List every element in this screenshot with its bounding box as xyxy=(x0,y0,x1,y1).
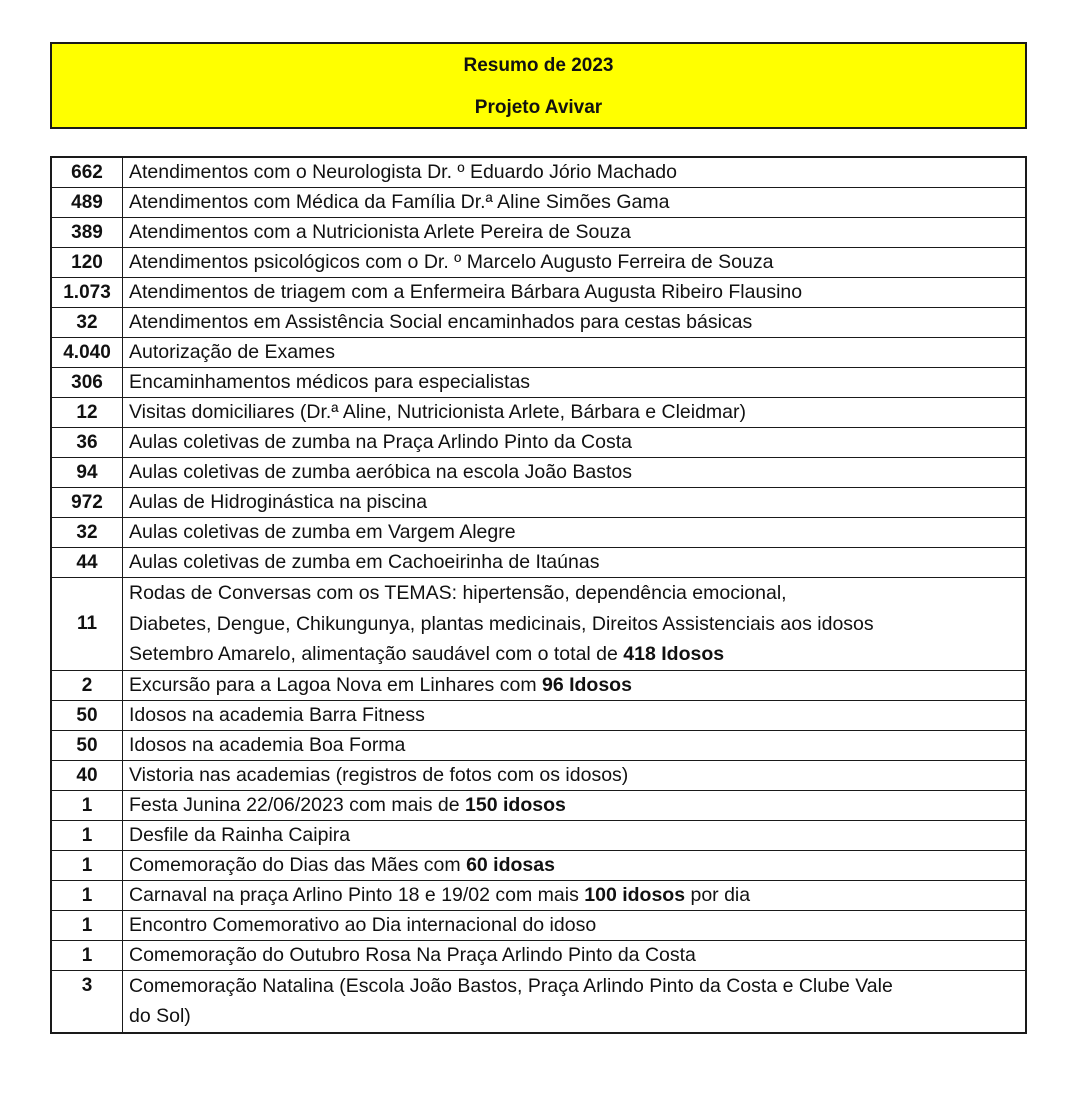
table-row xyxy=(51,218,1026,248)
highlight-text: 100 idosos xyxy=(584,883,686,906)
table-row xyxy=(51,518,1026,548)
table-row xyxy=(51,578,1026,671)
row-description xyxy=(123,850,1027,880)
description-text: Idosos na academia Barra Fitness xyxy=(129,703,425,726)
row-description xyxy=(123,368,1027,398)
row-count: 32 xyxy=(51,518,123,548)
table-row xyxy=(51,398,1026,428)
row-count: 44 xyxy=(51,548,123,578)
table-row xyxy=(51,970,1026,1033)
row-description xyxy=(123,338,1027,368)
row-count: 40 xyxy=(51,760,123,790)
row-description xyxy=(123,458,1027,488)
row-count: 306 xyxy=(51,368,123,398)
table-row xyxy=(51,278,1026,308)
table-row xyxy=(51,700,1026,730)
row-description xyxy=(123,188,1027,218)
description-text: Aulas coletivas de zumba em Cachoeirinha de Itaúnas xyxy=(129,551,600,573)
table-row xyxy=(51,760,1026,790)
row-description xyxy=(123,157,1027,188)
description-text: Desfile da Rainha Caipira xyxy=(129,823,351,846)
table-row xyxy=(51,790,1026,820)
highlight-text: 418 Idosos xyxy=(623,643,725,665)
table-row xyxy=(51,910,1026,940)
description-text: por dia xyxy=(685,883,751,906)
row-description xyxy=(123,278,1027,308)
row-count: 1 xyxy=(51,910,123,940)
row-description xyxy=(123,248,1027,278)
row-description xyxy=(123,578,1027,671)
description-text: Vistoria nas academias (registros de fotos com os idosos) xyxy=(129,763,629,786)
row-count: 12 xyxy=(51,398,123,428)
table-row xyxy=(51,488,1026,518)
description-text: do Sol) xyxy=(129,1005,191,1027)
highlight-text: 96 Idosos xyxy=(541,673,632,696)
row-description xyxy=(123,218,1027,248)
summary-table-body xyxy=(51,157,1026,1033)
description-line xyxy=(129,609,1025,640)
row-count: 94 xyxy=(51,458,123,488)
description-text: Setembro Amarelo, alimentação saudável com o total de xyxy=(129,643,624,665)
description-text: Atendimentos com Médica da Família Dr.ª Aline Simões Gama xyxy=(129,191,670,213)
row-count: 3 xyxy=(51,970,123,1033)
description-text: Visitas domiciliares (Dr.ª Aline, Nutricionista Arlete, Bárbara e Cleidmar) xyxy=(129,401,747,423)
row-description xyxy=(123,308,1027,338)
row-description xyxy=(123,670,1027,700)
row-count: 972 xyxy=(51,488,123,518)
table-row xyxy=(51,820,1026,850)
row-description xyxy=(123,820,1027,850)
table-row xyxy=(51,850,1026,880)
row-description xyxy=(123,398,1027,428)
row-count: 389 xyxy=(51,218,123,248)
description-text: Idosos na academia Boa Forma xyxy=(129,733,406,756)
table-row xyxy=(51,548,1026,578)
description-text: Encaminhamentos médicos para especialistas xyxy=(129,371,531,393)
description-text: Carnaval na praça Arlino Pinto 18 e 19/02 com mais xyxy=(129,883,585,906)
description-text: Aulas coletivas de zumba em Vargem Alegre xyxy=(129,521,516,543)
description-text: Festa Junina 22/06/2023 com mais de xyxy=(129,793,466,816)
title-banner xyxy=(50,42,1027,129)
description-text: Atendimentos em Assistência Social encaminhados para cestas básicas xyxy=(129,311,753,333)
description-line xyxy=(129,1001,1025,1032)
row-description xyxy=(123,760,1027,790)
row-count: 120 xyxy=(51,248,123,278)
row-description xyxy=(123,700,1027,730)
row-description xyxy=(123,488,1027,518)
description-text: Aulas coletivas de zumba aeróbica na escola João Bastos xyxy=(129,461,632,483)
row-count: 4.040 xyxy=(51,338,123,368)
highlight-text: 60 idosas xyxy=(466,853,555,876)
row-count: 1 xyxy=(51,820,123,850)
table-row xyxy=(51,940,1026,970)
description-line xyxy=(129,578,1025,609)
table-row xyxy=(51,308,1026,338)
row-description xyxy=(123,940,1027,970)
table-row xyxy=(51,188,1026,218)
summary-table xyxy=(50,156,1027,1034)
description-text: Aulas de Hidroginástica na piscina xyxy=(129,491,428,513)
description-line xyxy=(129,971,1025,1002)
table-row xyxy=(51,458,1026,488)
description-text: Diabetes, Dengue, Chikungunya, plantas medicinais, Direitos Assistenciais aos idosos xyxy=(129,612,874,635)
description-text: Aulas coletivas de zumba na Praça Arlindo Pinto da Costa xyxy=(129,431,632,453)
row-count: 489 xyxy=(51,188,123,218)
row-count: 1 xyxy=(51,850,123,880)
table-row xyxy=(51,428,1026,458)
row-description xyxy=(123,518,1027,548)
row-description xyxy=(123,790,1027,820)
row-description xyxy=(123,730,1027,760)
row-description xyxy=(123,548,1027,578)
description-text: Comemoração Natalina (Escola João Bastos, Praça Arlindo Pinto da Costa e Clube Vale xyxy=(129,974,893,997)
description-text: Comemoração do Outubro Rosa Na Praça Arlindo Pinto da Costa xyxy=(129,943,696,966)
row-count: 32 xyxy=(51,308,123,338)
description-text: Rodas de Conversas com os TEMAS: hipertensão, dependência emocional, xyxy=(129,582,787,604)
description-text: Encontro Comemorativo ao Dia internacional do idoso xyxy=(129,913,597,936)
row-count: 50 xyxy=(51,700,123,730)
document-subtitle: Projeto Avivar xyxy=(474,97,603,118)
row-count: 1 xyxy=(51,940,123,970)
description-text: Atendimentos com o Neurologista Dr. º Eduardo Jório Machado xyxy=(129,161,677,183)
table-row xyxy=(51,730,1026,760)
description-text: Comemoração do Dias das Mães com xyxy=(129,853,467,876)
highlight-text: 150 idosos xyxy=(465,793,566,816)
row-description xyxy=(123,880,1027,910)
row-description xyxy=(123,970,1027,1033)
description-text: Atendimentos de triagem com a Enfermeira Bárbara Augusta Ribeiro Flausino xyxy=(129,281,803,303)
row-count: 1 xyxy=(51,790,123,820)
description-text: Excursão para a Lagoa Nova em Linhares com xyxy=(129,673,542,696)
row-count: 1.073 xyxy=(51,278,123,308)
description-text: Atendimentos psicológicos com o Dr. º Marcelo Augusto Ferreira de Souza xyxy=(129,251,774,273)
description-text: Autorização de Exames xyxy=(129,341,335,363)
table-row xyxy=(51,368,1026,398)
description-line xyxy=(129,639,1025,670)
row-count: 1 xyxy=(51,880,123,910)
table-row xyxy=(51,157,1026,188)
description-text: Atendimentos com a Nutricionista Arlete Pereira de Souza xyxy=(129,221,631,243)
table-row xyxy=(51,670,1026,700)
row-count: 36 xyxy=(51,428,123,458)
row-description xyxy=(123,910,1027,940)
row-count: 2 xyxy=(51,670,123,700)
row-count: 50 xyxy=(51,730,123,760)
row-count: 11 xyxy=(51,578,123,671)
table-row xyxy=(51,338,1026,368)
row-description xyxy=(123,428,1027,458)
document-title: Resumo de 2023 xyxy=(463,55,614,76)
row-count: 662 xyxy=(51,157,123,188)
table-row xyxy=(51,880,1026,910)
table-row xyxy=(51,248,1026,278)
